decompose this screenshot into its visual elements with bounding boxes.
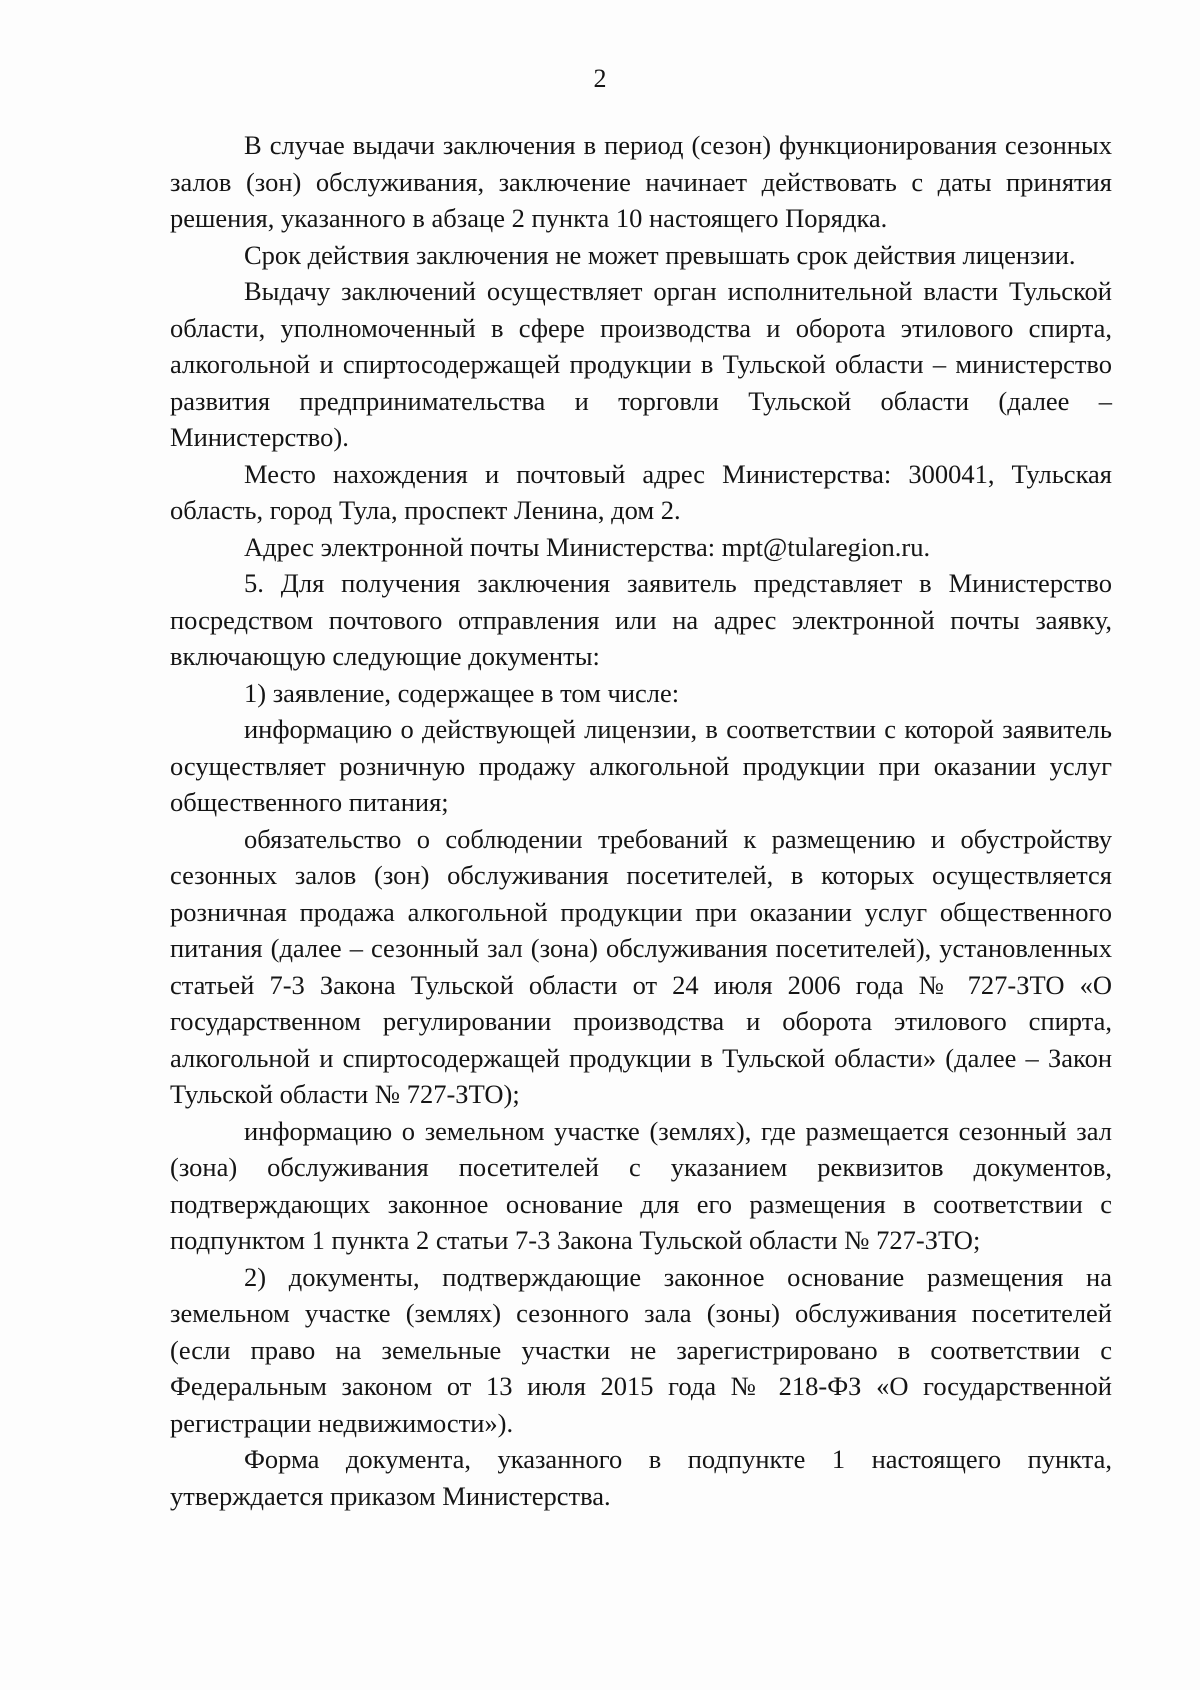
paragraph-subitem-1: 1) заявление, содержащее в том числе: <box>244 677 680 708</box>
paragraph-seasonal-validity: В случае выдачи заключения в период (сезон) функционирования сезонных залов (зон) обслуживания, заключение начинает действовать с даты принятия решения, указанного в абзаце 2 пункта 10 настоящего Порядка. <box>170 130 1112 233</box>
paragraph-form-approval: Форма документа, указанного в подпункте 1 настоящего пункта, утверждается приказом Министерства. <box>170 1444 1112 1511</box>
paragraph-item-5: 5. Для получения заключения заявитель представляет в Министерство посредством почтового отправления или на адрес электронной почты заявку, включающую следующие документы: <box>170 568 1112 671</box>
paragraph-ministry-email: Адрес электронной почты Министерства: mpt@tularegion.ru. <box>244 531 931 562</box>
paragraph-subitem-2: 2) документы, подтверждающие законное основание размещения на земельном участке (землях) сезонного зала (зоны) обслуживания посетителей (если право на земельные участки не зарегистрировано в соответствии с Федеральным законом от 13 июля 2015 года № 218-ФЗ «О государственной регистрации недвижимости»). <box>170 1261 1112 1438</box>
paragraph-ministry-address: Место нахождения и почтовый адрес Министерства: 300041, Тульская область, город Тула, проспект Ленина, дом 2. <box>170 458 1112 525</box>
paragraph-term-limit: Срок действия заключения не может превышать срок действия лицензии. <box>244 239 1076 270</box>
paragraph-issuing-authority: Выдачу заключений осуществляет орган исполнительной власти Тульской области, уполномоченный в сфере производства и оборота этилового спирта, алкогольной и спиртосодержащей продукции в Тульской области – министерство развития предпринимательства и торговли Тульской области (далее – Министерство). <box>170 276 1112 452</box>
paragraph-license-info: информацию о действующей лицензии, в соответствии с которой заявитель осуществляет розничную продажу алкогольной продукции при оказании услуг общественного питания; <box>170 714 1112 817</box>
page-number: 2 <box>593 64 607 93</box>
paragraph-obligation: обязательство о соблюдении требований к размещению и обустройству сезонных залов (зон) обслуживания посетителей, в которых осуществляется розничная продажа алкогольной продукции при оказании услуг общественного питания (далее – сезонный зал (зона) обслуживания посетителей), установленных статьей 7-3 Закона Тульской области от 24 июля 2006 года № 727-ЗТО «О государственном регулировании производства и оборота этилового спирта, алкогольной и спиртосодержащей продукции в Тульской области» (далее – Закон Тульской области № 727-ЗТО); <box>170 823 1112 1109</box>
paragraph-land-info: информацию о земельном участке (землях), где размещается сезонный зал (зона) обслуживания посетителей с указанием реквизитов документов, подтверждающих законное основание для его размещения в соответствии с подпунктом 1 пункта 2 статьи 7-3 Закона Тульской области № 727-ЗТО; <box>170 1115 1112 1255</box>
document-body <box>170 127 1112 1514</box>
